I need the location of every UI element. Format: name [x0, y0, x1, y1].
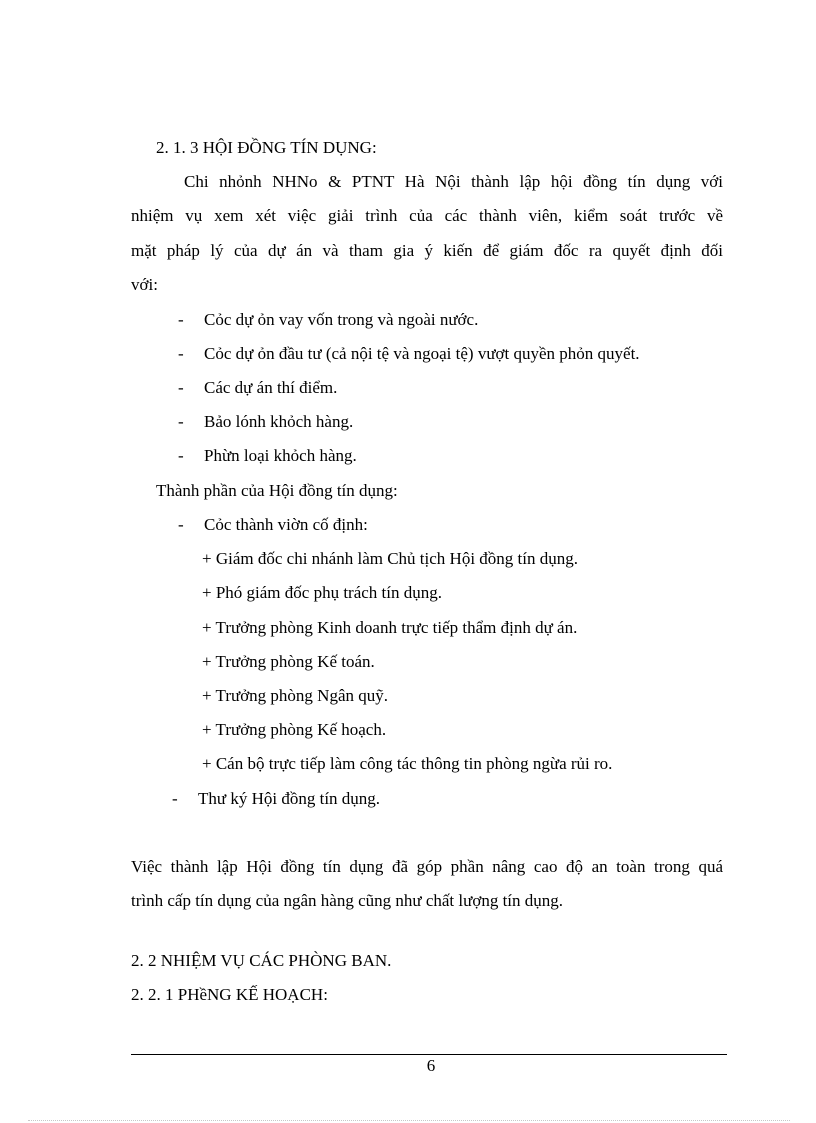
conclusion-line-2: trình cấp tín dụng của ngân hàng cũng như chất lượng tín dụng. [131, 891, 564, 910]
section-heading-2-2: 2. 2 NHIỆM VỤ CÁC PHÒNG BAN. [131, 951, 392, 970]
conclusion-line-1: Việc thành lập Hội đồng tín dụng đã góp phần nâng cao độ an toàn trong quá [131, 857, 723, 876]
paragraph-line-3: mặt pháp lý của dự án và tham gia ý kiến để giám đốc ra quyết định đối [131, 241, 723, 260]
list-item: Các dự án thí điểm. [204, 378, 338, 397]
paragraph-line-1: Chi nhỏnh NHNo & PTNT Hà Nội thành lập hội đồng tín dụng với [184, 172, 723, 191]
section-heading-2-2-1: 2. 2. 1 PHềNG KẾ HOẠCH: [131, 985, 328, 1004]
list-item: + Trưởng phòng Kế toán. [202, 652, 375, 671]
section-heading-2-1-3: 2. 1. 3 HỘI ĐỒNG TÍN DỤNG: [156, 138, 377, 157]
secretary-item: Thư ký Hội đồng tín dụng. [198, 789, 381, 808]
list-item: Cỏc dự ỏn vay vốn trong và ngoài nước. [204, 310, 479, 329]
list-item: + Phó giám đốc phụ trách tín dụng. [202, 583, 443, 602]
bullet-dash: - [178, 344, 184, 363]
list-item: Phừn loại khỏch hàng. [204, 446, 357, 465]
list-item: + Trưởng phòng Kế hoạch. [202, 720, 387, 739]
bullet-dash: - [178, 446, 184, 465]
page-number: 6 [426, 1056, 436, 1075]
bullet-dash: - [178, 412, 184, 431]
paragraph-line-2: nhiệm vụ xem xét việc giải trình của các thành viên, kiểm soát trước về [131, 206, 723, 225]
list-item: + Trưởng phòng Kinh doanh trực tiếp thẩm định dự án. [202, 618, 578, 637]
paragraph-line-4: với: [131, 275, 158, 294]
list-item: + Giám đốc chi nhánh làm Chủ tịch Hội đồng tín dụng. [202, 549, 578, 568]
list-item: + Cán bộ trực tiếp làm công tác thông tin phòng ngừa rủi ro. [202, 754, 613, 773]
bullet-dash: - [178, 378, 184, 397]
bullet-dash: - [178, 515, 184, 534]
page-bottom-border [28, 1120, 790, 1121]
bullet-dash: - [178, 310, 184, 329]
list-item: + Trưởng phòng Ngân quỹ. [202, 686, 389, 705]
permanent-members-label: Cỏc thành viờn cố định: [204, 515, 368, 534]
list-item: Cỏc dự ỏn đầu tư (cả nội tệ và ngoại tệ) vượt quyền phỏn quyết. [204, 344, 640, 363]
list-item: Bảo lónh khỏch hàng. [204, 412, 354, 431]
composition-label: Thành phần của Hội đồng tín dụng: [156, 481, 398, 500]
bullet-dash: - [172, 789, 178, 808]
